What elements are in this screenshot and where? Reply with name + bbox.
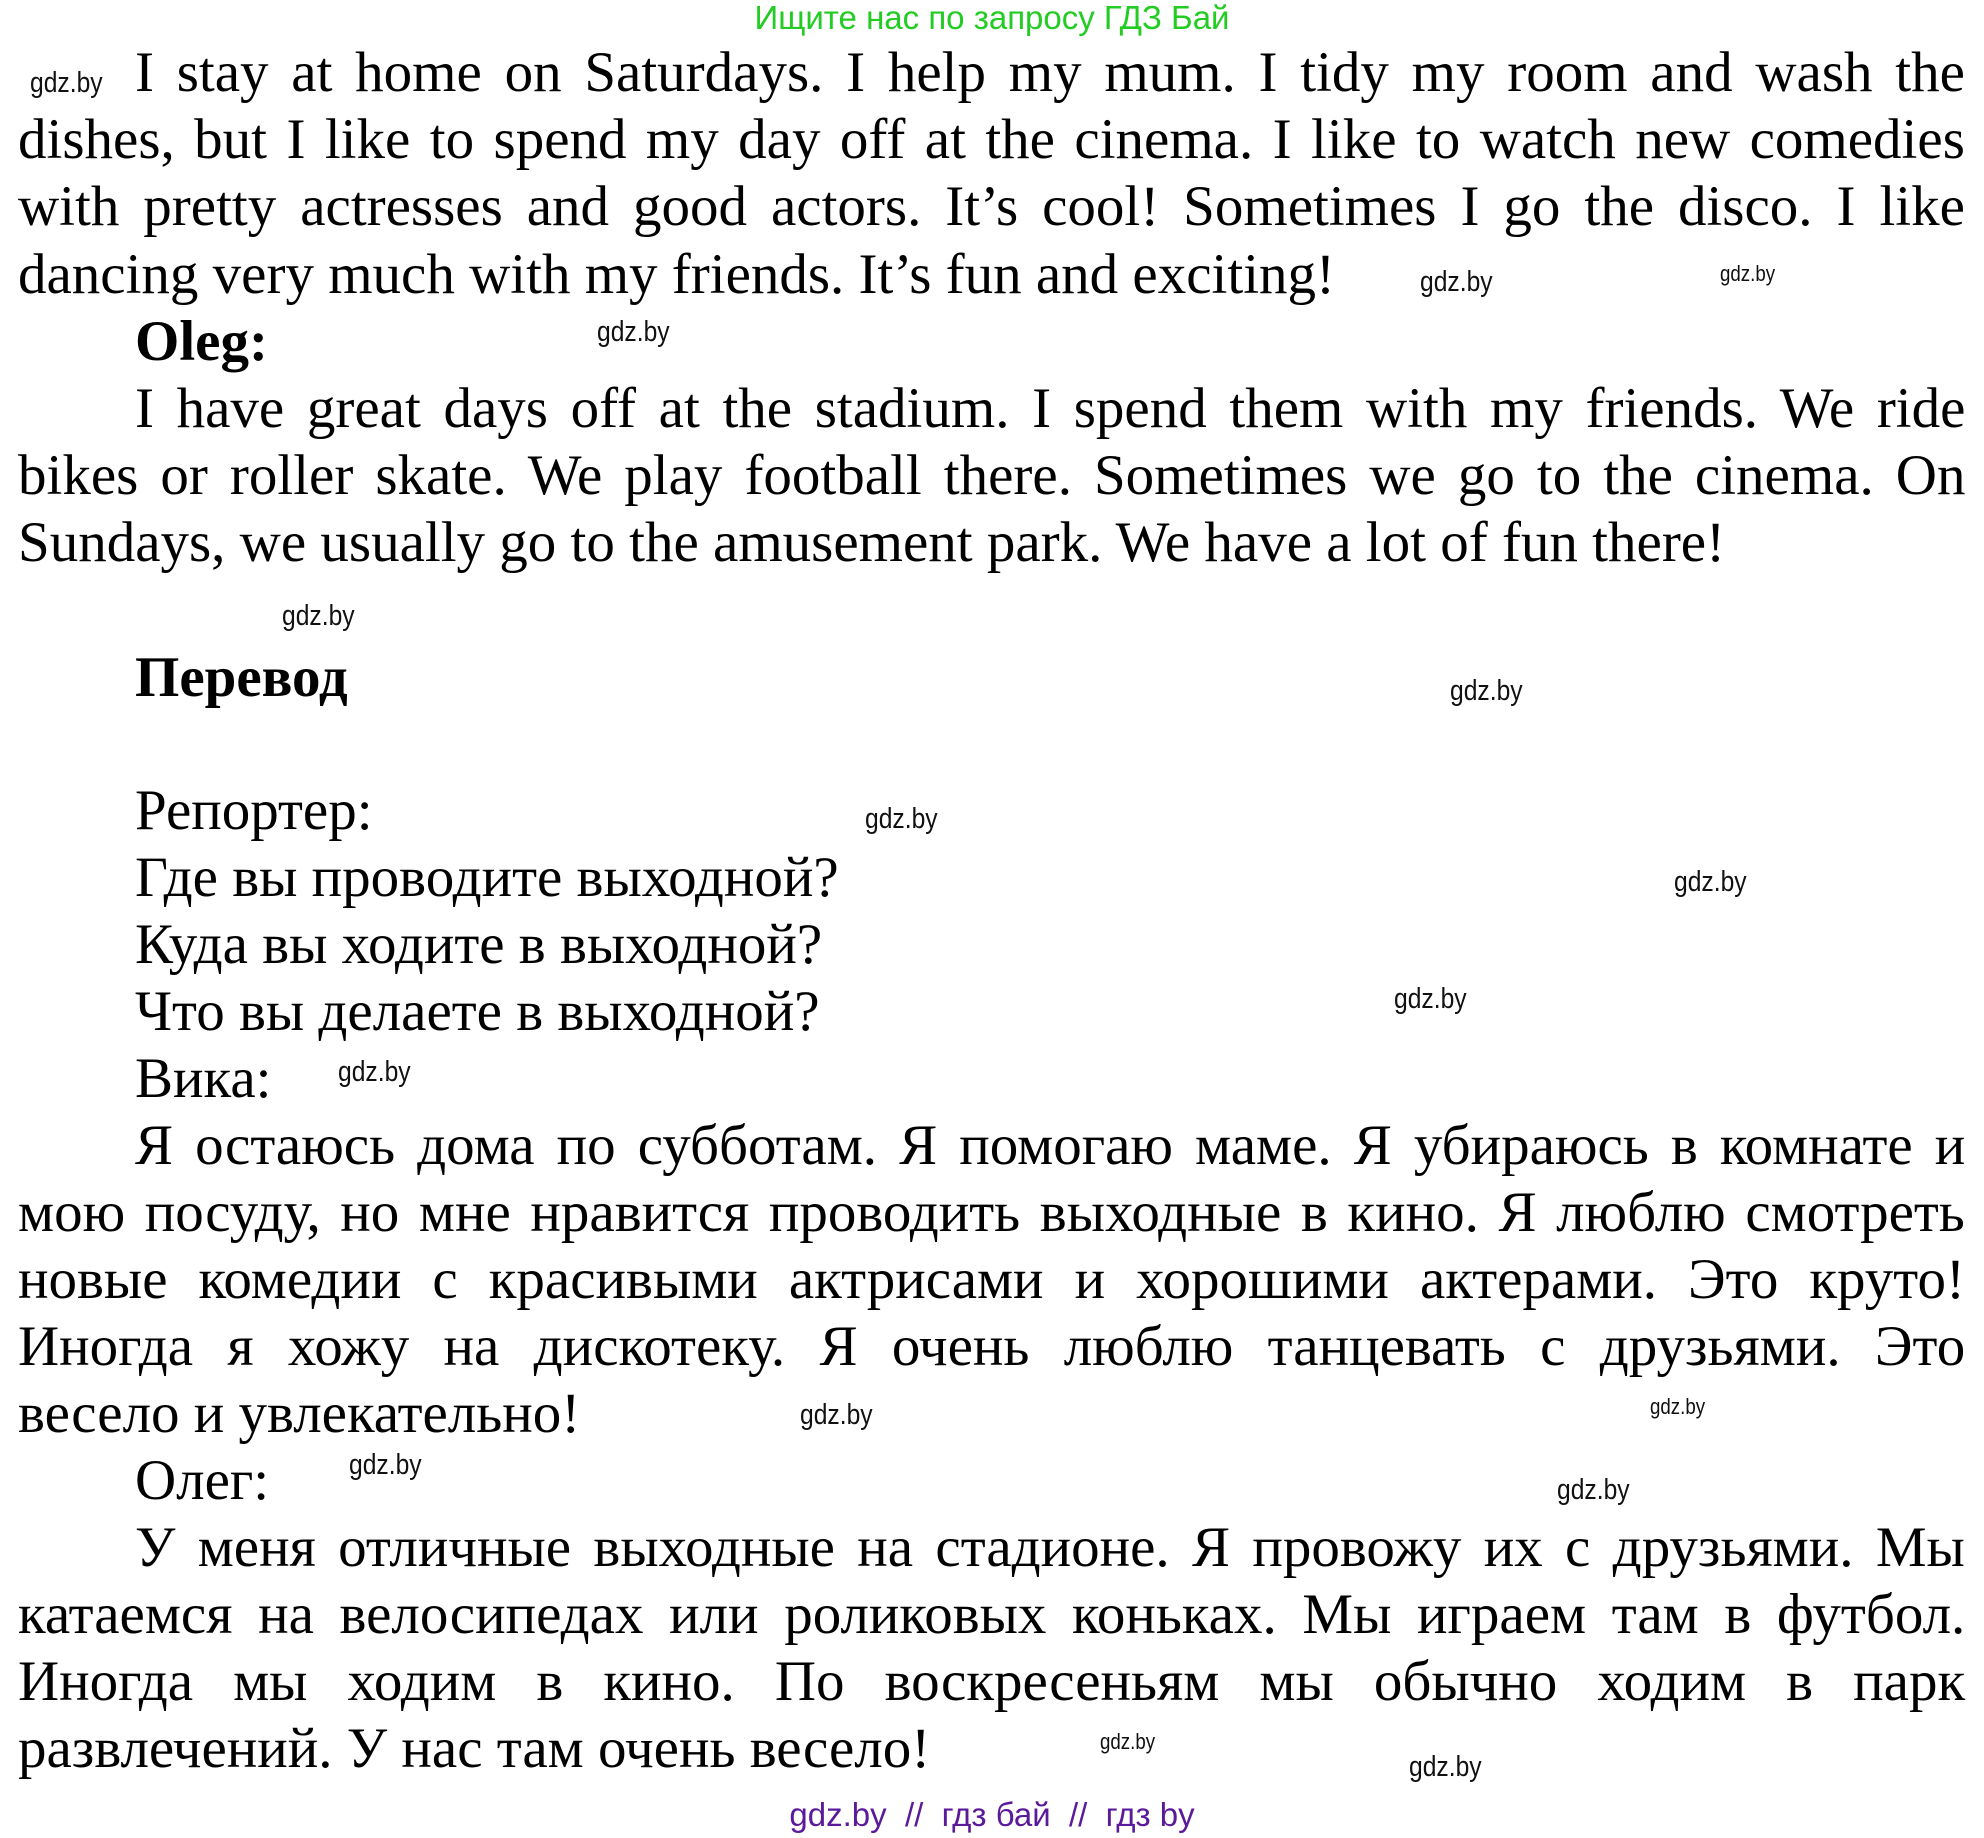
text-line: Я остаюсь дома по субботам. Я помогаю маме. Я убираюсь в комнате и	[135, 1114, 1966, 1177]
text-line: I stay at home on Saturdays. I help my mum. I tidy my room and wash the	[135, 41, 1965, 104]
speaker-label: Репортер:	[135, 779, 373, 842]
text-line: катаемся на велосипедах или роликовых коньках. Мы играем там в футбол.	[18, 1583, 1966, 1646]
text-line: dishes, but I like to spend my day off at the cinema. I like to watch new comedies	[18, 108, 1965, 171]
text-line: развлечений. У нас там очень весело!	[18, 1717, 931, 1780]
text-line: I have great days off at the stadium. I spend them with my friends. We ride	[135, 377, 1966, 440]
speaker-label: Вика:	[135, 1047, 272, 1110]
watermark: gdz.by	[30, 67, 103, 99]
text-line: bikes or roller skate. We play football there. Sometimes we go to the cinema. On	[18, 444, 1966, 507]
text-line: Иногда я хожу на дискотеку. Я очень люблю танцевать с друзьями. Это	[18, 1315, 1966, 1378]
text-line: Sundays, we usually go to the amusement park. We have a lot of fun there!	[18, 511, 1726, 574]
section-heading: Перевод	[135, 646, 348, 709]
watermark: gdz.by	[597, 316, 670, 348]
watermark: gdz.by	[1557, 1474, 1630, 1506]
watermark: gdz.by	[282, 600, 355, 632]
text-line: with pretty actresses and good actors. It’s cool! Sometimes I go the disco. I like	[18, 175, 1965, 238]
watermark: gdz.by	[1100, 1729, 1156, 1754]
watermark: gdz.by	[1394, 983, 1467, 1015]
text-line: мою посуду, но мне нравится проводить выходные в кино. Я люблю смотреть	[18, 1181, 1965, 1244]
speaker-label: Олег:	[135, 1449, 270, 1512]
question-line: Что вы делаете в выходной?	[135, 980, 820, 1043]
question-line: Где вы проводите выходной?	[135, 846, 839, 909]
watermark: gdz.by	[1409, 1751, 1482, 1783]
watermark: gdz.by	[1650, 1394, 1706, 1419]
text-line: dancing very much with my friends. It’s fun and exciting!	[18, 243, 1336, 306]
watermark: gdz.by	[1420, 266, 1493, 298]
watermark: gdz.by	[1450, 675, 1523, 707]
watermark: gdz.by	[865, 803, 938, 835]
text-line: новые комедии с красивыми актрисами и хорошими актерами. Это круто!	[18, 1248, 1965, 1311]
search-banner: Ищите нас по запросу ГДЗ Бай	[754, 0, 1230, 36]
watermark: gdz.by	[800, 1399, 873, 1431]
speaker-label: Oleg:	[135, 310, 268, 373]
text-line: весело и увлекательно!	[18, 1382, 581, 1445]
watermark: gdz.by	[349, 1449, 422, 1481]
footer-links: gdz.by // гдз бай // гдз by	[789, 1796, 1195, 1833]
watermark: gdz.by	[1674, 866, 1747, 898]
text-line: Иногда мы ходим в кино. По воскресеньям мы обычно ходим в парк	[18, 1650, 1966, 1713]
text-line: У меня отличные выходные на стадионе. Я провожу их с друзьями. Мы	[135, 1516, 1965, 1579]
watermark: gdz.by	[1720, 261, 1776, 286]
question-line: Куда вы ходите в выходной?	[135, 913, 823, 976]
watermark: gdz.by	[338, 1056, 411, 1088]
